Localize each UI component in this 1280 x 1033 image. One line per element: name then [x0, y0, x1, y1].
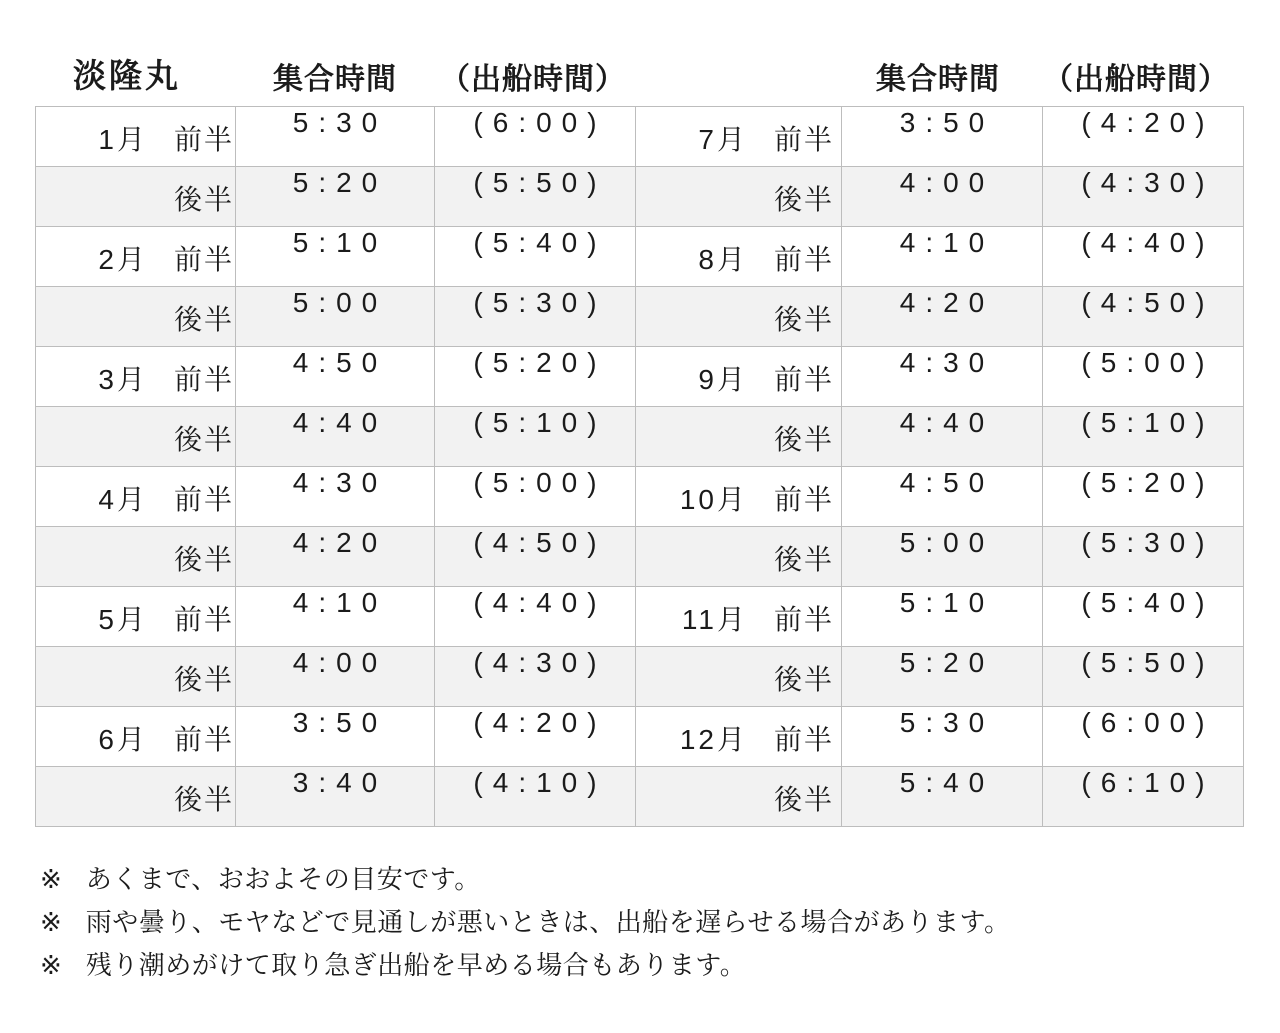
month-half-cell — [636, 167, 842, 227]
table-row — [36, 167, 1244, 227]
month-half-cell — [636, 587, 842, 647]
depart-time-cell: (5:10) — [435, 407, 636, 467]
depart-time-cell: (4:30) — [1043, 167, 1244, 227]
month-label: 4月 — [98, 484, 148, 515]
table-row — [36, 287, 1244, 347]
meet-time-cell: 5:40 — [842, 767, 1043, 827]
table-row — [36, 647, 1244, 707]
depart-time-cell: (5:20) — [435, 347, 636, 407]
table-row — [36, 467, 1244, 527]
meet-time-cell: 4:30 — [842, 347, 1043, 407]
table-row — [36, 587, 1244, 647]
half-label: 後半 — [774, 424, 835, 455]
month-half-cell — [636, 287, 842, 347]
depart-time-cell: (4:50) — [1043, 287, 1244, 347]
month-half-cell — [636, 107, 842, 167]
depart-time-cell: (4:20) — [435, 707, 636, 767]
month-half-cell — [36, 647, 236, 707]
boat-name-title: 淡隆丸 — [73, 57, 181, 94]
depart-time-cell: (6:10) — [1043, 767, 1244, 827]
month-label: 11月 — [681, 604, 748, 635]
half-label: 前半 — [774, 724, 835, 755]
table-row — [36, 107, 1244, 167]
note-text: あくまで、おおよその目安です。 — [85, 864, 481, 894]
depart-time-cell: (5:40) — [435, 227, 636, 287]
half-label: 後半 — [174, 664, 235, 695]
note-text: 残り潮めがけて取り急ぎ出船を早める場合もあります。 — [85, 950, 747, 980]
meet-time-cell: 4:30 — [236, 467, 435, 527]
half-label: 前半 — [174, 124, 235, 155]
footnote — [40, 864, 1010, 894]
depart-time-cell: (4:30) — [435, 647, 636, 707]
meet-time-cell: 5:00 — [236, 287, 435, 347]
meet-time-cell: 5:00 — [842, 527, 1043, 587]
depart-time-cell: (5:50) — [435, 167, 636, 227]
month-half-cell — [636, 347, 842, 407]
month-half-cell — [36, 587, 236, 647]
half-label: 前半 — [774, 244, 835, 275]
footnotes — [40, 864, 1010, 993]
footnote — [40, 907, 1010, 937]
depart-time-cell: (4:20) — [1043, 107, 1244, 167]
half-label: 後半 — [774, 664, 835, 695]
depart-time-cell: (5:00) — [1043, 347, 1244, 407]
month-half-cell — [636, 227, 842, 287]
month-label: 1月 — [98, 124, 148, 155]
table-row — [36, 767, 1244, 827]
half-label: 前半 — [774, 124, 835, 155]
table-row — [36, 707, 1244, 767]
meet-time-cell: 5:30 — [842, 707, 1043, 767]
depart-time-cell: (5:20) — [1043, 467, 1244, 527]
month-label: 5月 — [98, 604, 148, 635]
footnote — [40, 950, 1010, 980]
meet-time-cell: 5:20 — [842, 647, 1043, 707]
meet-time-cell: 4:20 — [236, 527, 435, 587]
half-label: 前半 — [174, 244, 235, 275]
depart-time-cell: (4:40) — [1043, 227, 1244, 287]
month-label: 2月 — [98, 244, 148, 275]
meet-time-cell: 3:50 — [842, 107, 1043, 167]
depart-time-cell: (5:50) — [1043, 647, 1244, 707]
column-header-meet-time-right: 集合時間 — [876, 63, 1000, 96]
departure-schedule-table — [35, 106, 1244, 827]
depart-time-cell: (5:30) — [1043, 527, 1244, 587]
meet-time-cell: 3:40 — [236, 767, 435, 827]
meet-time-cell: 5:30 — [236, 107, 435, 167]
meet-time-cell: 4:50 — [842, 467, 1043, 527]
half-label: 前半 — [774, 604, 835, 635]
half-label: 前半 — [174, 364, 235, 395]
month-half-cell — [36, 227, 236, 287]
depart-time-cell: (5:10) — [1043, 407, 1244, 467]
month-half-cell — [36, 467, 236, 527]
month-half-cell — [636, 767, 842, 827]
month-half-cell — [636, 707, 842, 767]
month-half-cell — [36, 527, 236, 587]
month-half-cell — [36, 767, 236, 827]
half-label: 後半 — [174, 184, 235, 215]
month-label: 10月 — [679, 484, 748, 515]
half-label: 前半 — [174, 724, 235, 755]
month-half-cell — [36, 107, 236, 167]
meet-time-cell: 4:00 — [236, 647, 435, 707]
meet-time-cell: 5:20 — [236, 167, 435, 227]
depart-time-cell: (5:30) — [435, 287, 636, 347]
meet-time-cell: 4:10 — [842, 227, 1043, 287]
note-marker: ※ — [40, 907, 62, 937]
month-label: 7月 — [698, 124, 748, 155]
half-label: 後半 — [174, 304, 235, 335]
table-row — [36, 407, 1244, 467]
month-half-cell — [636, 647, 842, 707]
month-half-cell — [36, 347, 236, 407]
meet-time-cell: 5:10 — [842, 587, 1043, 647]
half-label: 前半 — [774, 484, 835, 515]
month-half-cell — [36, 407, 236, 467]
month-label: 3月 — [98, 364, 148, 395]
month-half-cell — [36, 287, 236, 347]
depart-time-cell: (6:00) — [435, 107, 636, 167]
half-label: 後半 — [774, 304, 835, 335]
half-label: 後半 — [774, 184, 835, 215]
table-row — [36, 227, 1244, 287]
half-label: 後半 — [774, 544, 835, 575]
meet-time-cell: 5:10 — [236, 227, 435, 287]
depart-time-cell: (4:10) — [435, 767, 636, 827]
month-half-cell — [36, 167, 236, 227]
half-label: 後半 — [174, 424, 235, 455]
note-marker: ※ — [40, 950, 62, 980]
depart-time-cell: (5:00) — [435, 467, 636, 527]
half-label: 前半 — [174, 484, 235, 515]
half-label: 後半 — [774, 784, 835, 815]
month-half-cell — [636, 407, 842, 467]
table-row — [36, 347, 1244, 407]
depart-time-cell: (4:50) — [435, 527, 636, 587]
month-label: 6月 — [98, 724, 148, 755]
table-row — [36, 527, 1244, 587]
meet-time-cell: 4:50 — [236, 347, 435, 407]
month-label: 12月 — [679, 724, 748, 755]
meet-time-cell: 4:00 — [842, 167, 1043, 227]
note-text: 雨や曇り、モヤなどで見通しが悪いときは、出船を遅らせる場合があります。 — [85, 907, 1011, 937]
depart-time-cell: (4:40) — [435, 587, 636, 647]
meet-time-cell: 4:10 — [236, 587, 435, 647]
note-marker: ※ — [40, 864, 62, 894]
half-label: 前半 — [774, 364, 835, 395]
column-header-depart-time-left: （出船時間） — [440, 63, 626, 96]
column-header-depart-time-right: （出船時間） — [1043, 63, 1229, 96]
depart-time-cell: (5:40) — [1043, 587, 1244, 647]
half-label: 後半 — [174, 784, 235, 815]
month-label: 9月 — [698, 364, 748, 395]
month-half-cell — [636, 467, 842, 527]
meet-time-cell: 4:40 — [842, 407, 1043, 467]
half-label: 前半 — [174, 604, 235, 635]
column-header-meet-time-left: 集合時間 — [273, 63, 397, 96]
month-label: 8月 — [698, 244, 748, 275]
depart-time-cell: (6:00) — [1043, 707, 1244, 767]
month-half-cell — [636, 527, 842, 587]
meet-time-cell: 4:40 — [236, 407, 435, 467]
month-half-cell — [36, 707, 236, 767]
meet-time-cell: 3:50 — [236, 707, 435, 767]
half-label: 後半 — [174, 544, 235, 575]
meet-time-cell: 4:20 — [842, 287, 1043, 347]
